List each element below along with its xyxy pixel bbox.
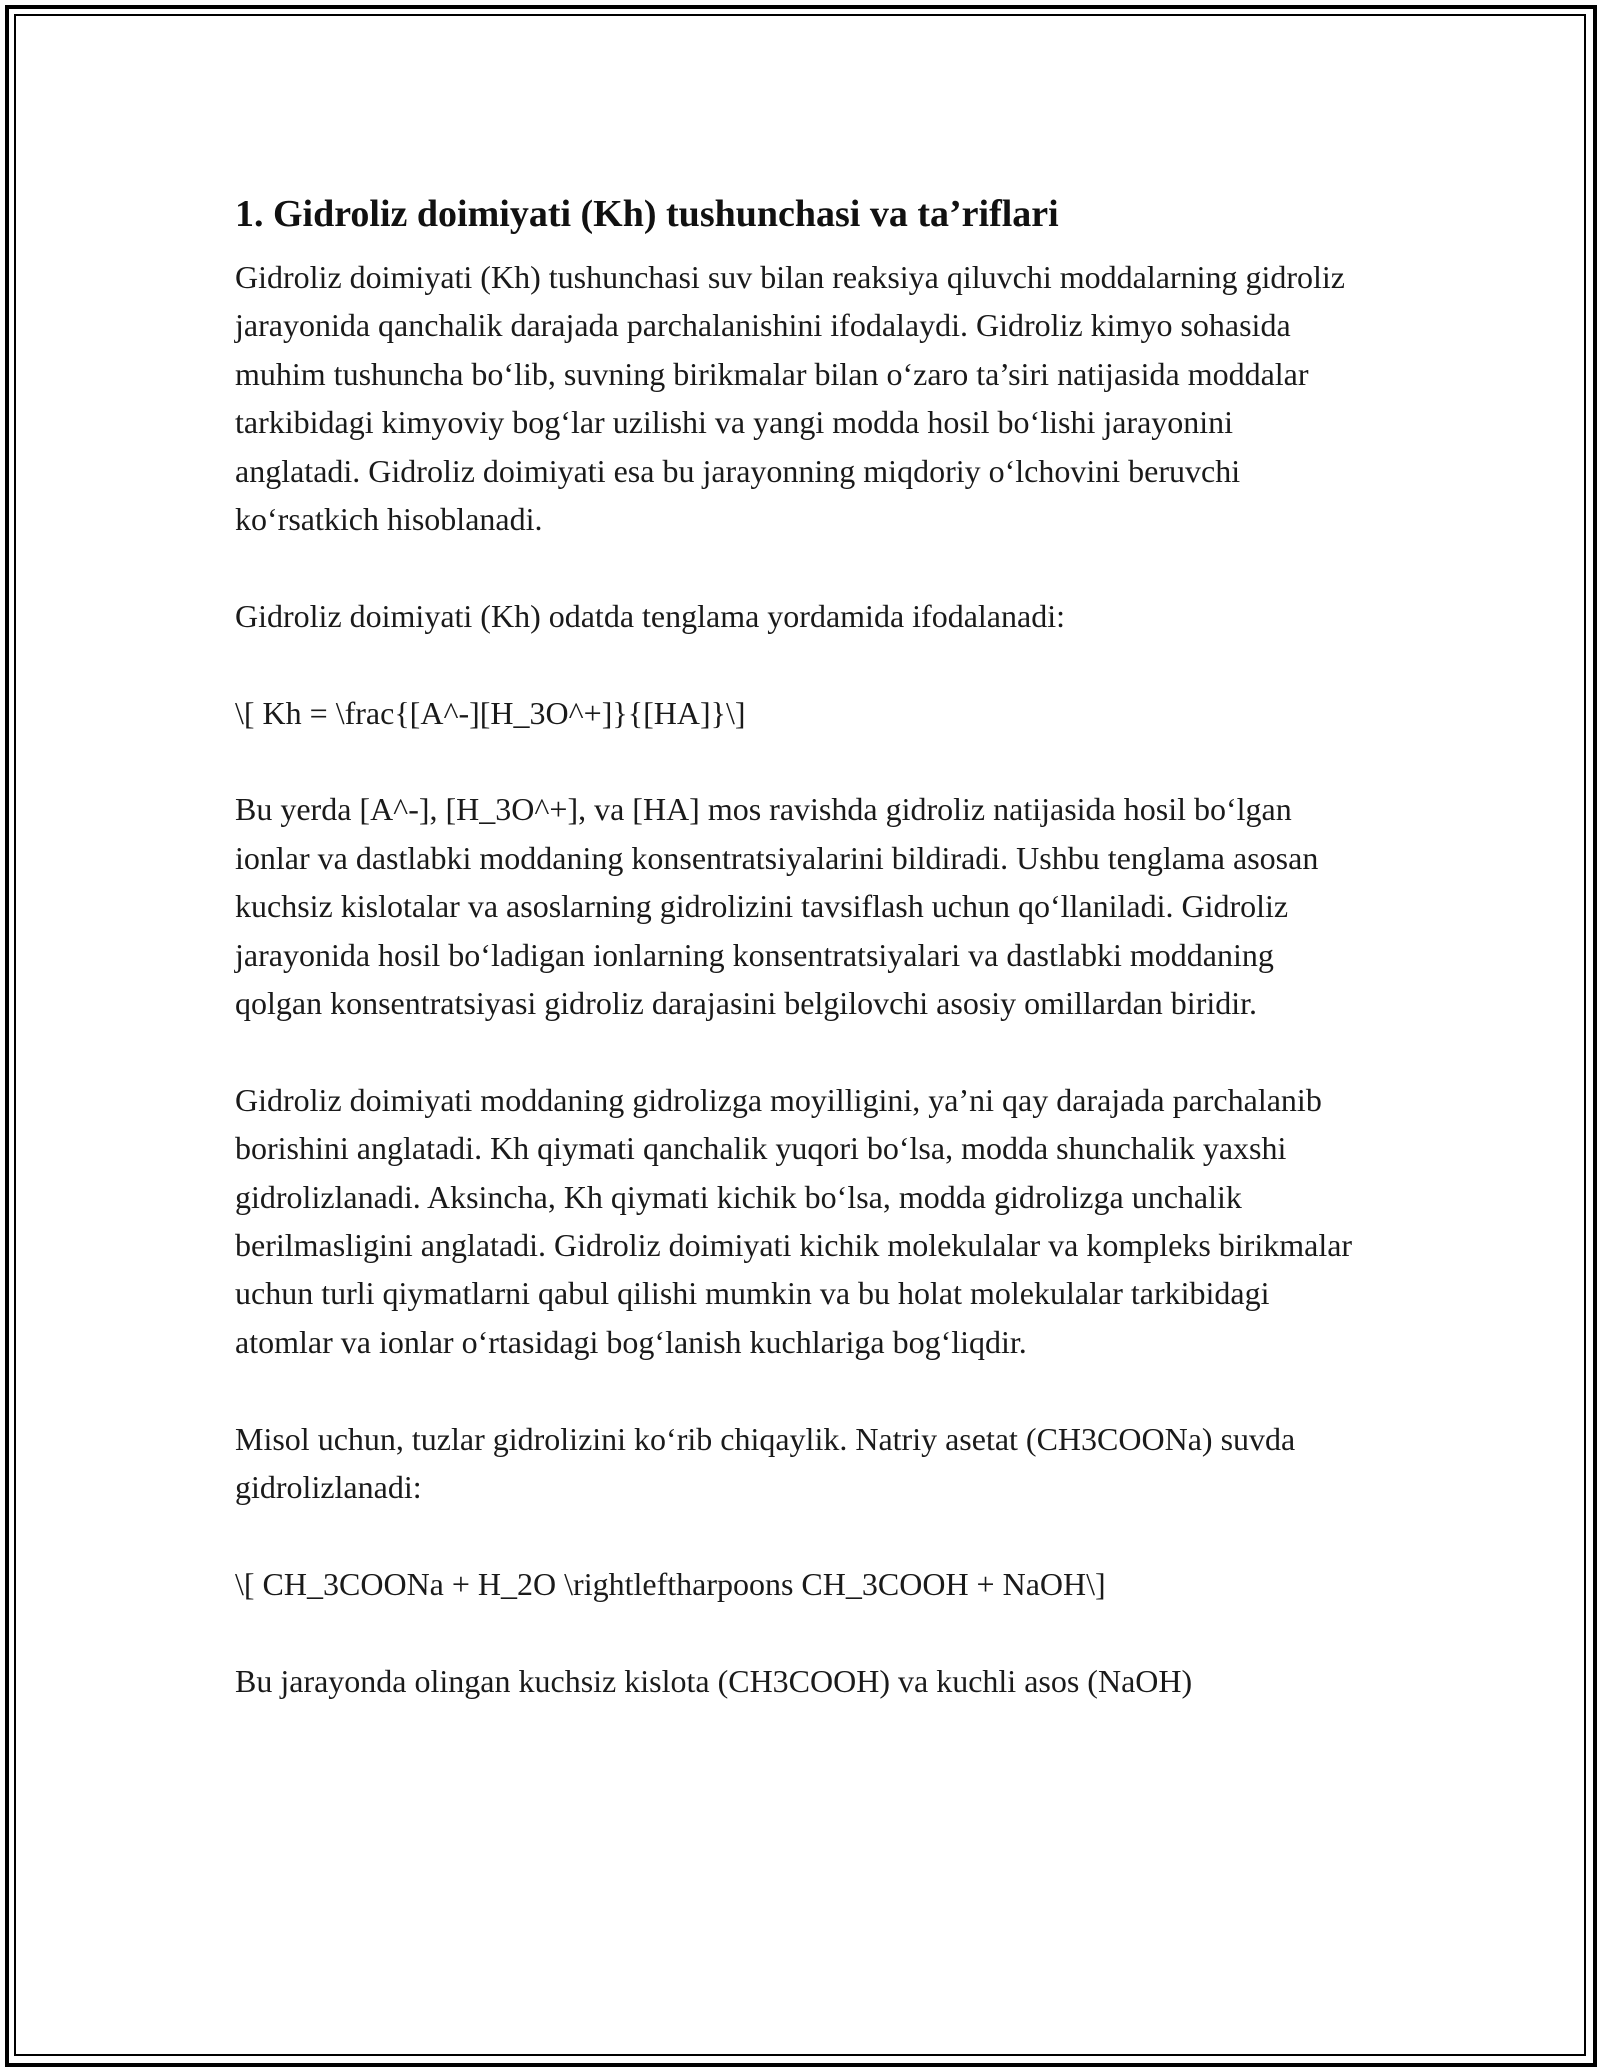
paragraph-definition: Gidroliz doimiyati (Kh) tushunchasi suv bilan reaksiya qiluvchi moddalarning gidroliz jarayonida qanchalik darajada parchalanishini ifodalaydi. Gidroliz kimyo sohasida muhim tushuncha bo‘lib, suvning birikmalar bilan o‘zaro ta’siri natijasida moddalar tarkibidagi kimyoviy bog‘lar uzilishi va yangi modda hosil bo‘lishi jarayonini anglatadi. Gidroliz doimiyati esa bu jarayonning miqdoriy o‘lchovini beruvchi ko‘rsatkich hisoblanadi. (235, 259, 1345, 538)
equation-kh: \[ Kh = \frac{[A^-][H_3O^+]}{[HA]}\] (235, 694, 746, 731)
document-body (235, 187, 1365, 1705)
paragraph-equation-intro: Gidroliz doimiyati (Kh) odatda tenglama yordamida ifodalanadi: (235, 597, 1065, 634)
paragraph-kh-meaning: Gidroliz doimiyati moddaning gidrolizga moyilligini, ya’ni qay darajada parchalanib borishini anglatadi. Kh qiymati qanchalik yuqori bo‘lsa, modda shunchalik yaxshi gidrolizlanadi. Aksincha, Kh qiymati kichik bo‘lsa, modda gidrolizga unchalik berilmasligini anglatadi. Gidroliz doimiyati kichik molekulalar va kompleks birikmalar uchun turli qiymatlarni qabul qilishi mumkin va bu holat molekulalar tarkibidagi atomlar va ionlar o‘rtasidagi bog‘lanish kuchlariga bog‘liqdir. (235, 1081, 1353, 1360)
section-heading: 1. Gidroliz doimiyati (Kh) tushunchasi va ta’riflari (235, 193, 1059, 235)
paragraph-example-intro: Misol uchun, tuzlar gidrolizini ko‘rib chiqaylik. Natriy asetat (CH3COONa) suvda gidrolizlanadi: (235, 1420, 1296, 1506)
paragraph-equation-explanation: Bu yerda [A^-], [H_3O^+], va [HA] mos ravishda gidroliz natijasida hosil bo‘lgan ionlar va dastlabki moddaning konsentratsiyalarini bildiradi. Ushbu tenglama asosan kuchsiz kislotalar va asoslarning gidrolizini tavsiflash uchun qo‘llaniladi. Gidroliz jarayonida hosil bo‘ladigan ionlarning konsentratsiyalari va dastlabki moddaning qolgan konsentratsiyasi gidroliz darajasini belgilovchi asosiy omillardan biridir. (235, 791, 1319, 1022)
paragraph-example-result: Bu jarayonda olingan kuchsiz kislota (CH3COOH) va kuchli asos (NaOH) (235, 1662, 1193, 1699)
equation-sodium-acetate: \[ CH_3COONa + H_2O \rightleftharpoons CH_3COOH + NaOH\] (235, 1565, 1106, 1602)
